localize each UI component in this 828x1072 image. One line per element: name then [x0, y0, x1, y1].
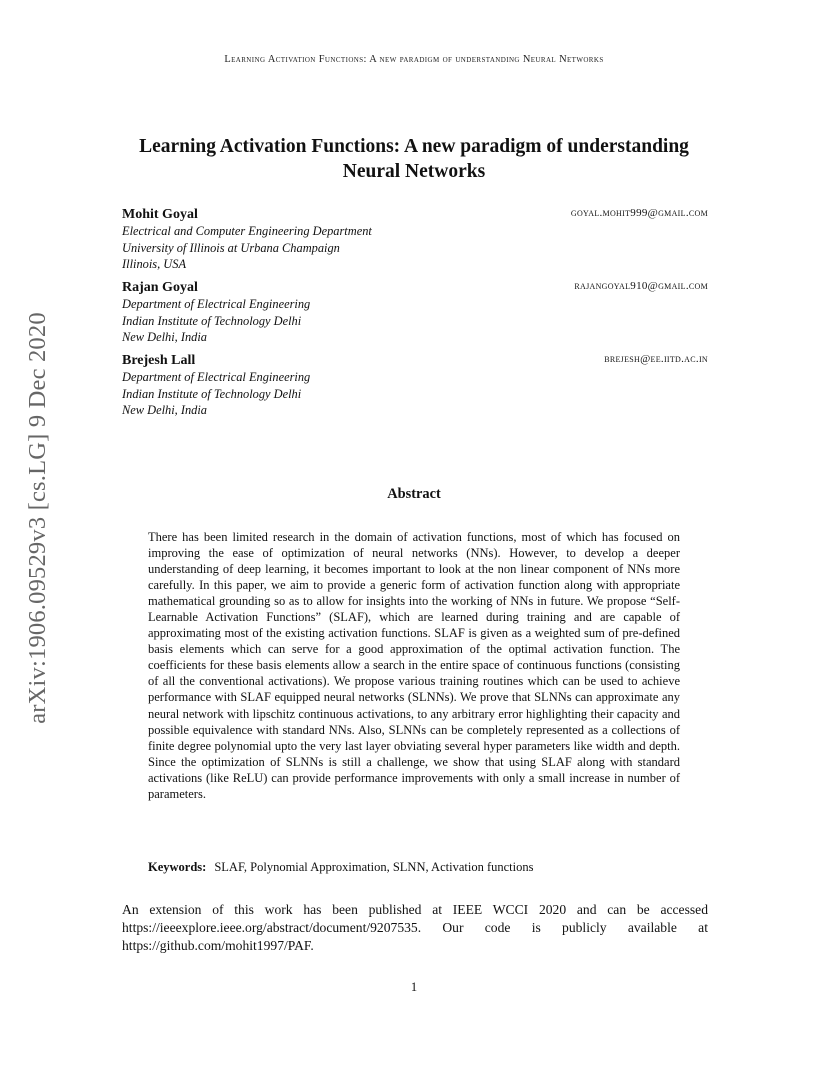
extension-note: An extension of this work has been published at IEEE WCCI 2020 and can be accessed https://ieeexplore.ieee.org/abstract/document/9207535. Our code is publicly available at https://github.com/mohit1997/PAF.	[122, 902, 708, 954]
author-name: Rajan Goyal	[122, 280, 198, 295]
keywords-label: Keywords:	[148, 860, 207, 874]
keywords	[148, 860, 680, 875]
author-affiliation-line: Electrical and Computer Engineering Department	[122, 224, 372, 238]
author-block	[122, 279, 708, 346]
author-name: Brejesh Lall	[122, 353, 196, 368]
author-affiliation-line: University of Illinois at Urbana Champaign	[122, 240, 340, 255]
abstract-text: There has been limited research in the domain of activation functions, most of which has focused on improving the ease of optimization of neural networks (NNs). However, to develop a deeper understanding of deep learning, it becomes important to look at the non linear component of NNs more carefully. In this paper, we aim to provide a generic form of activation function along with appropriate mathematical grounding so as to allow for insights into the working of NNs in future. We propose “Self-Learnable Activation Functions” (SLAF), which are learned during training and are capable of approximating most of the existing activation functions. SLAF is given as a weighted sum of pre-defined basis elements which can serve for a good approximation of the optimal activation function. The coefficients for these basis elements allow a search in the entire space of continuous functions (consisting of all the conventional activations). We propose various training routines which can be used to achieve performance with SLAF equipped neural networks (SLNNs). We prove that SLNNs can approximate any neural network with lipschitz continuous activations, to any arbitrary error highlighting their capacity and possible equivalence with standard NNs. Also, SLNNs can be completely represented as a collections of finite degree polynomial upto the very last layer obviating several hyper parameters like width and depth. Since the optimization of SLNNs is still a challenge, we show that using SLAF along with standard activations (like ReLU) can provide performance improvements with only a small increase in number of parameters.	[148, 530, 680, 801]
keywords-text: SLAF, Polynomial Approximation, SLNN, Activation functions	[214, 860, 534, 874]
author-block	[122, 352, 708, 419]
author-affiliation-line: Department of Electrical Engineering	[122, 297, 311, 311]
author-email: brejesh@ee.iitd.ac.in	[604, 353, 708, 365]
author-affiliation-line: Department of Electrical Engineering	[122, 370, 311, 384]
paper-title: Learning Activation Functions: A new paradigm of understanding Neural Networks	[139, 136, 689, 182]
author-affiliation-line: Indian Institute of Technology Delhi	[122, 313, 302, 328]
author-affiliation-line: Indian Institute of Technology Delhi	[122, 386, 302, 401]
running-head: Learning Activation Functions: A new paradigm of understanding Neural Networks	[224, 54, 604, 65]
arxiv-stamp-text: arXiv:1906.09529v3 [cs.LG] 9 Dec 2020	[24, 312, 52, 724]
author-affiliation-line: New Delhi, India	[122, 403, 208, 418]
author-name: Mohit Goyal	[122, 207, 198, 222]
author-affiliation-line: Illinois, USA	[122, 257, 187, 272]
author-affiliation-line: New Delhi, India	[122, 330, 208, 345]
author-email: rajangoyal910@gmail.com	[574, 280, 708, 292]
page-number: 1	[410, 980, 418, 994]
author-email: goyal.mohit999@gmail.com	[570, 207, 708, 219]
abstract-heading: Abstract	[387, 486, 441, 502]
author-block	[122, 206, 708, 273]
arxiv-stamp	[22, 288, 54, 748]
